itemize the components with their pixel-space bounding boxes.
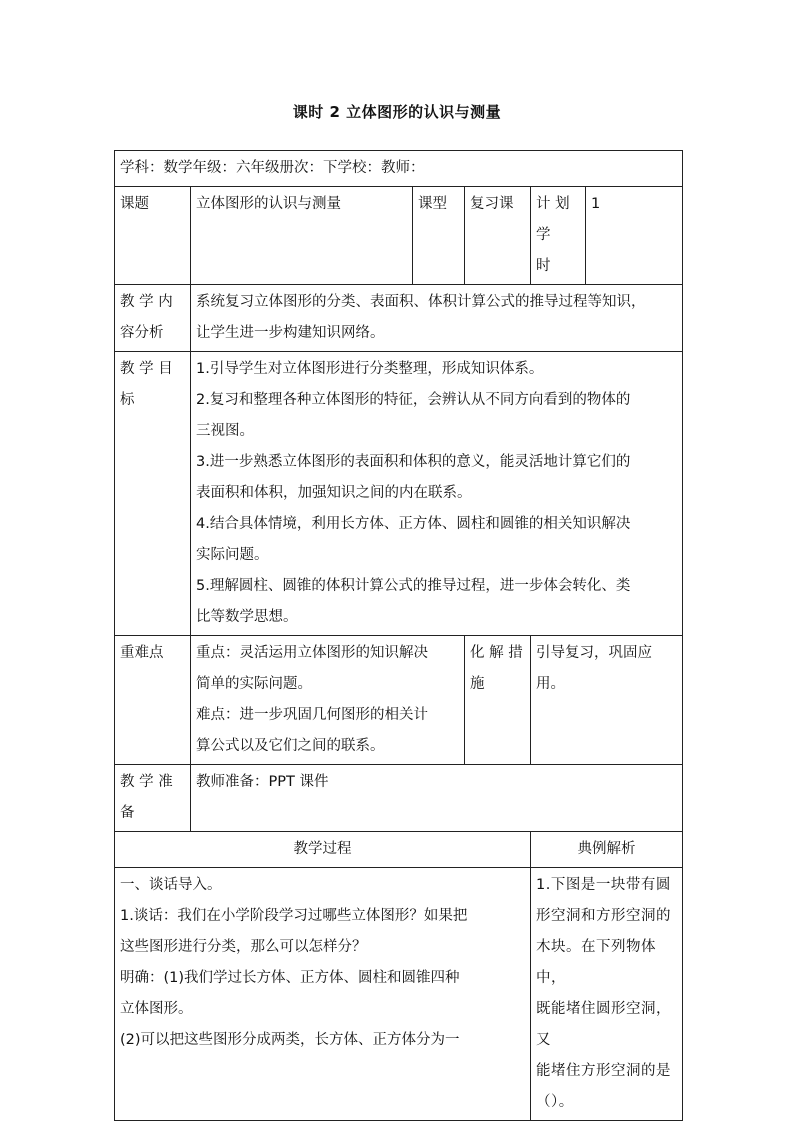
process-line: 1.谈话：我们在小学阶段学习过哪些立体图形？如果把 [120,908,468,924]
hours-label [531,187,586,285]
solve-text [531,636,683,765]
process-line: 这些图形进行分类，那么可以怎样分？ [120,939,367,955]
analysis-label [115,285,191,352]
topic-value: 立体图形的认识与测量 [191,187,413,285]
process-line: 明确：(1)我们学过长方体、正方体、圆柱和圆锥四种 [120,970,460,986]
key-line: 简单的实际问题。 [196,676,312,692]
goals-line: 5.理解圆柱、圆锥的体积计算公式的推导过程，进一步体会转化、类 [196,578,631,594]
goals-line: 2.复习和整理各种立体图形的特征，会辨认从不同方向看到的物体的 [196,392,631,408]
solve-line: 用。 [536,676,565,692]
prep-row [115,765,683,832]
key-label: 重难点 [115,636,191,765]
process-header: 教学过程 [115,832,531,868]
process-row [115,868,683,1121]
info-cell: 学科：数学年级：六年级册次：下学校：教师： [115,151,683,187]
prep-label-line-1: 教 学 准 [120,774,173,790]
example-line: （）。 [536,1094,574,1110]
hours-label-line-2: 时 [536,258,551,274]
type-value: 复习课 [465,187,531,285]
key-line: 难点：进一步巩固几何图形的相关计 [196,707,428,723]
page-title: 课时 2 立体图形的认识与测量 [292,103,502,121]
process-line: (2)可以把这些图形分成两类，长方体、正方体分为一 [120,1032,460,1048]
prep-value: 教师准备：PPT 课件 [191,765,683,832]
process-line: 一、谈话导入。 [120,877,222,893]
solve-line: 引导复习，巩固应 [536,645,652,661]
topic-row [115,187,683,285]
example-header: 典例解析 [531,832,683,868]
goals-label [115,352,191,636]
analysis-label-line-1: 教 学 内 [120,294,173,310]
analysis-label-line-2: 容分析 [120,325,164,341]
prep-label [115,765,191,832]
process-header-row [115,832,683,868]
goals-line: 表面积和体积，加强知识之间的内在联系。 [196,485,472,501]
analysis-text [191,285,683,352]
goals-line: 4.结合具体情境，利用长方体、正方体、圆柱和圆锥的相关知识解决 [196,516,631,532]
analysis-row [115,285,683,352]
example-line: 既能堵住圆形空洞，又 [536,1001,671,1048]
key-line: 算公式以及它们之间的联系。 [196,738,385,754]
example-line: 能堵住方形空洞的是 [536,1063,671,1079]
goals-label-line-1: 教 学 目 [120,361,173,377]
process-text [115,868,531,1121]
goals-line: 1.引导学生对立体图形进行分类整理，形成知识体系。 [196,361,544,377]
analysis-text-line-1: 系统复习立体图形的分类、表面积、体积计算公式的推导过程等知识， [196,294,646,310]
solve-label-line-2: 施 [470,676,485,692]
example-line: 形空洞和方形空洞的 [536,908,671,924]
key-row [115,636,683,765]
goals-row [115,352,683,636]
key-text [191,636,465,765]
goals-line: 实际问题。 [196,547,269,563]
prep-label-line-2: 备 [120,805,135,821]
hours-label-line-1: 计 划 学 [536,196,570,243]
solve-label-line-1: 化 解 措 [470,645,523,661]
goals-line: 3.进一步熟悉立体图形的表面积和体积的意义，能灵活地计算它们的 [196,454,631,470]
analysis-text-line-2: 让学生进一步构建知识网络。 [196,325,385,341]
lesson-plan-table [114,150,683,1121]
key-line: 重点：灵活运用立体图形的知识解决 [196,645,428,661]
solve-label [465,636,531,765]
type-label: 课型 [413,187,465,285]
process-line: 立体图形。 [120,1001,193,1017]
example-text [531,868,683,1121]
hours-value: 1 [586,187,683,285]
example-line: 木块。在下列物体中， [536,939,656,986]
goals-label-line-2: 标 [120,392,135,408]
goals-text [191,352,683,636]
info-row [115,151,683,187]
example-line: 1.下图是一块带有圆 [536,877,671,893]
goals-line: 比等数学思想。 [196,609,298,625]
topic-label: 课题 [115,187,191,285]
goals-line: 三视图。 [196,423,254,439]
